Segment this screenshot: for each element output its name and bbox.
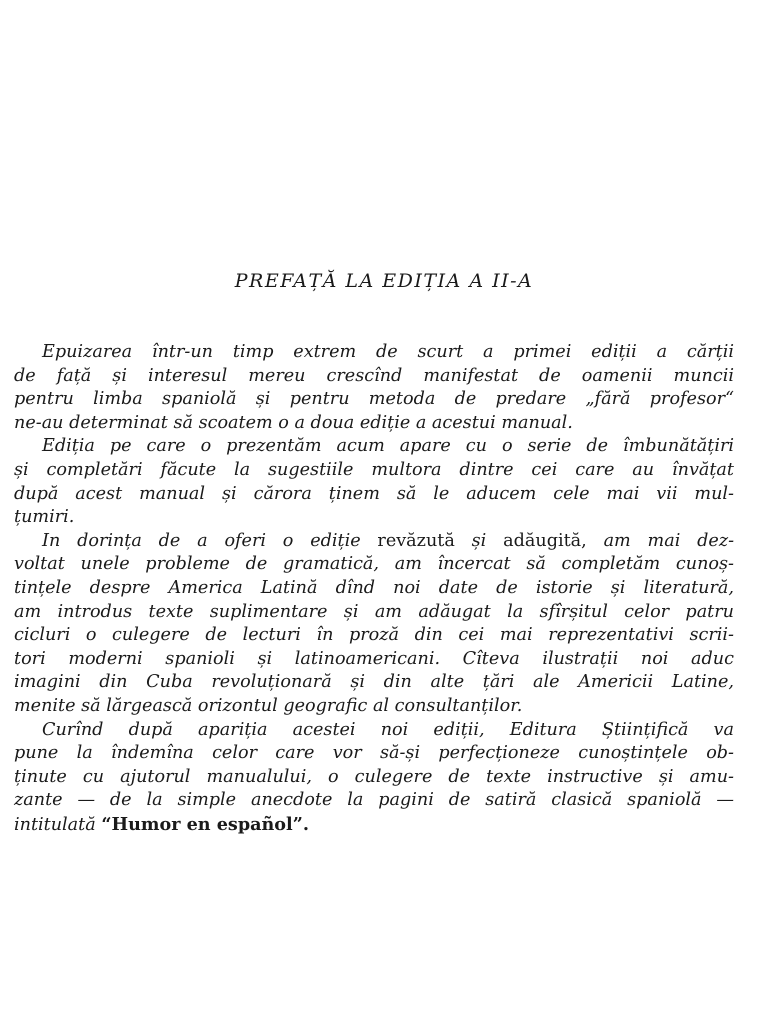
upright-word: revăzută: [377, 530, 455, 551]
text-line: [14, 530, 734, 554]
text-line: țumiri.: [14, 507, 75, 528]
text-fragment: intitulată: [14, 814, 96, 835]
text-line: ținute cu ajutorul manualului, o culegere de texte instructive și amu-: [14, 766, 734, 787]
text-line: după acest manual și cărora ținem să le aducem cele mai vii mul-: [14, 483, 734, 504]
text-line: tori moderni spanioli și latinoamericani. Cîteva ilustrații noi aduc: [14, 648, 734, 669]
book-title: “Humor en español”: [101, 813, 303, 835]
text-fragment: .: [302, 813, 309, 835]
text-line: am introdus texte suplimentare și am adăugat la sfîrșitul celor patru: [14, 601, 734, 622]
text-fragment: și: [471, 530, 487, 551]
text-line: Curînd după apariția acestei noi ediții, Editura Științifică va: [42, 719, 734, 740]
text-line: tințele despre America Latină dînd noi date de istorie și literatură,: [14, 577, 734, 598]
text-fragment: In dorința de a oferi o ediție: [42, 530, 361, 551]
text-line: de față și interesul mereu crescînd manifestat de oamenii muncii: [14, 365, 734, 386]
text-line: cicluri o culegere de lecturi în proză din cei mai reprezentativi scrii-: [14, 625, 734, 646]
preface-body: [14, 341, 734, 837]
upright-word: adăugită,: [503, 530, 587, 551]
text-line: menite să lărgească orizontul geografic al consultanților.: [14, 695, 523, 716]
text-fragment: am mai dez-: [603, 530, 735, 551]
text-line: [14, 813, 734, 838]
text-line: Epuizarea într-un timp extrem de scurt a primei ediții a cărții: [42, 342, 734, 362]
text-line: ne-au determinat să scoatem o a doua ediție a acestui manual.: [14, 412, 573, 433]
text-line: și completări făcute la sugestiile multora dintre cei care au învățat: [14, 459, 734, 480]
text-line: pune la îndemîna celor care vor să-și perfecționeze cunoștințele ob-: [14, 743, 734, 764]
text-line: zante — de la simple anecdote la pagini de satiră clasică spaniolă —: [14, 790, 734, 811]
text-line: voltat unele probleme de gramatică, am încercat să completăm cunoș-: [14, 554, 734, 575]
text-line: pentru limba spaniolă și pentru metoda de predare „fără profesor“: [14, 389, 734, 410]
preface-title: PREFAȚĂ LA EDIȚIA A II-A: [234, 270, 534, 292]
text-line: Ediția pe care o prezentăm acum apare cu o serie de îmbunătățiri: [42, 436, 734, 457]
text-line: imagini din Cuba revoluționară și din alte țări ale Americii Latine,: [14, 672, 734, 693]
